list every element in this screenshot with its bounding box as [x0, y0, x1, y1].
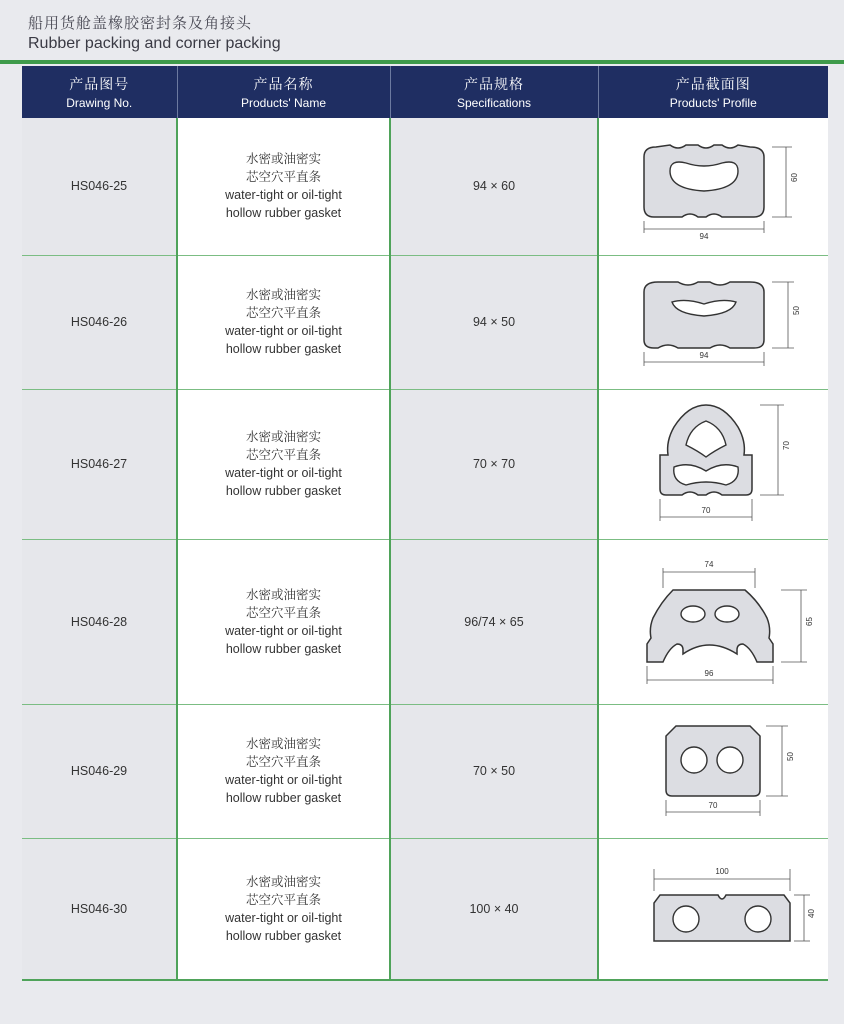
table-row	[22, 255, 828, 389]
page-title-block	[28, 12, 281, 53]
product-name-cell: 水密或油密实 芯空穴平直条 water-tight or oil-tight hollow rubber gasket	[177, 389, 390, 539]
profile-cell	[598, 704, 828, 838]
specification-cell: 94 × 60	[390, 118, 598, 255]
page-title-cn: 船用货舱盖橡胶密封条及角接头	[28, 15, 253, 32]
profile-cell	[598, 389, 828, 539]
profile-cell	[598, 118, 828, 255]
drawing-no-cell: HS046-25	[22, 118, 177, 255]
left-hollow-core	[681, 606, 705, 622]
dim-height: 70	[781, 441, 791, 450]
table-row	[22, 118, 828, 255]
header-specifications: 产品规格 Specifications	[390, 66, 598, 118]
profile-drawing-hs046-30	[614, 859, 814, 959]
dim-bottom-width: 96	[704, 668, 713, 678]
product-name-cell: 水密或油密实 芯空穴平直条 water-tight or oil-tight hollow rubber gasket	[177, 539, 390, 704]
specification-cell: 70 × 50	[390, 704, 598, 838]
table-row	[22, 838, 828, 980]
product-name-cell: 水密或油密实 芯空穴平直条 water-tight or oil-tight hollow rubber gasket	[177, 838, 390, 980]
right-hollow-core	[717, 747, 743, 773]
dim-height: 50	[791, 306, 801, 315]
dim-width: 94	[699, 232, 708, 242]
profile-drawing-hs046-25	[614, 131, 814, 241]
profile-drawing-hs046-28	[609, 552, 819, 692]
specification-cell: 96/74 × 65	[390, 539, 598, 704]
specification-cell: 100 × 40	[390, 838, 598, 980]
header-product-name: 产品名称 Products' Name	[177, 66, 390, 118]
table-row	[22, 389, 828, 539]
title-divider	[0, 60, 844, 64]
dim-width: 94	[699, 351, 708, 360]
product-name-cell: 水密或油密实 芯空穴平直条 water-tight or oil-tight hollow rubber gasket	[177, 118, 390, 255]
dim-height: 40	[806, 908, 816, 918]
gasket-section	[666, 726, 760, 796]
dim-width: 70	[701, 506, 710, 515]
table-row	[22, 539, 828, 704]
profile-cell	[598, 539, 828, 704]
header-drawing-no: 产品图号 Drawing No.	[22, 66, 177, 118]
profile-drawing-hs046-29	[614, 716, 814, 826]
dim-width: 100	[714, 866, 729, 876]
drawing-no-cell: HS046-30	[22, 838, 177, 980]
profile-drawing-hs046-26	[614, 270, 814, 374]
page-title-en: Rubber packing and corner packing	[28, 35, 281, 52]
dim-height: 60	[789, 173, 799, 183]
dim-height: 65	[804, 616, 814, 626]
table-row	[22, 704, 828, 838]
drawing-no-cell: HS046-26	[22, 255, 177, 389]
specification-cell: 94 × 50	[390, 255, 598, 389]
product-name-cell: 水密或油密实 芯空穴平直条 water-tight or oil-tight hollow rubber gasket	[177, 704, 390, 838]
profile-cell	[598, 255, 828, 389]
left-hollow-core	[681, 747, 707, 773]
dim-height: 50	[785, 752, 795, 761]
header-product-profile: 产品截面图 Products' Profile	[598, 66, 828, 118]
right-hollow-core	[745, 906, 771, 932]
drawing-no-cell: HS046-27	[22, 389, 177, 539]
left-hollow-core	[673, 906, 699, 932]
gasket-section	[647, 590, 773, 662]
product-table	[22, 66, 828, 981]
hollow-core	[670, 162, 738, 191]
profile-cell	[598, 838, 828, 980]
right-hollow-core	[715, 606, 739, 622]
drawing-no-cell: HS046-28	[22, 539, 177, 704]
dim-top-width: 74	[704, 559, 713, 569]
product-name-cell: 水密或油密实 芯空穴平直条 water-tight or oil-tight hollow rubber gasket	[177, 255, 390, 389]
specification-cell: 70 × 70	[390, 389, 598, 539]
table-header-row	[22, 66, 828, 118]
profile-drawing-hs046-27	[614, 397, 814, 531]
dim-width: 70	[708, 801, 717, 810]
drawing-no-cell: HS046-29	[22, 704, 177, 838]
